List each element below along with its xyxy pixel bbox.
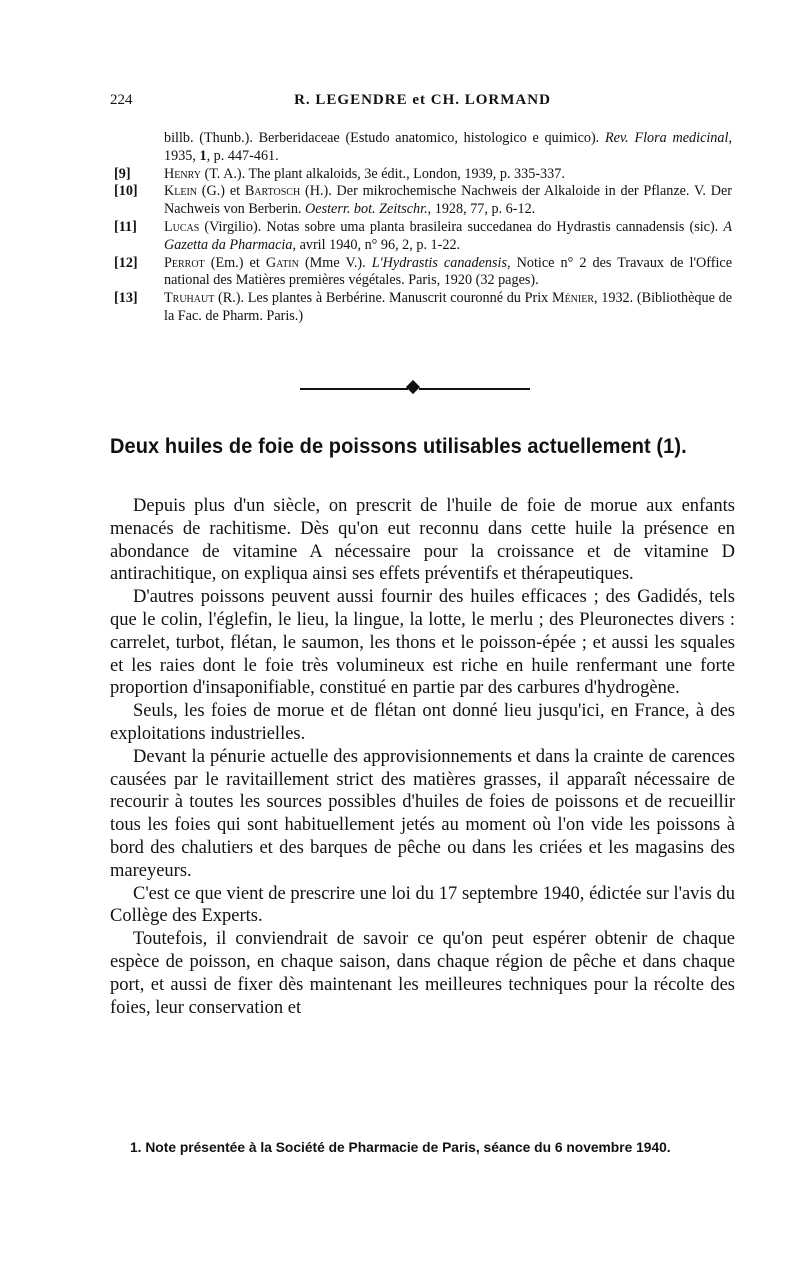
reference-author: Ménier (551, 290, 595, 307)
reference-journal: L'Hydrastis canadensis, (371, 254, 511, 271)
reference-number: [13] (114, 290, 138, 307)
reference-text: billb. (Thunb.). Berberidaceae (Estudo anatomico, histologico e quimico). (164, 130, 605, 146)
reference-list (112, 130, 732, 326)
reference-text: (H.). Der mikrochemische Nachweis der Alkaloide in der Pflanze. V. Der Nachweis von Berberin. (164, 183, 733, 218)
reference-text: , p. 447-461. (206, 147, 279, 164)
reference-item (112, 219, 732, 255)
reference-journal: Oesterr. bot. Zeitschr. (305, 201, 428, 218)
reference-number: [10] (114, 183, 138, 200)
reference-text: (R.). Les plantes à Berbérine. Manuscrit couronné du Prix (214, 290, 552, 307)
reference-text: , 1935, (164, 130, 732, 164)
section-divider-ornament (300, 381, 530, 395)
body-paragraph: Devant la pénurie actuelle des approvisionnements et dans la crainte de carences causées par le ravitaillement strict des matières grasses, il apparaît nécessaire de recourir à toutes les sources possibles d'huiles de foies de poissons et de recueillir tous les foies qui sont habituellement jetés au moment où l'on vide les poissons à bord des chalutiers et des barques de pêche ou dans les criées et les magasins des mareyeurs. (110, 746, 735, 881)
article-body (110, 495, 735, 1019)
reference-number: [9] (114, 165, 131, 182)
reference-author: Gatin (265, 254, 299, 271)
reference-text: (T. A.). The plant alkaloids, 3e édit., London, 1939, p. 335-337. (200, 165, 565, 182)
reference-journal: Rev. Flora medicinal (604, 130, 729, 146)
reference-text: , avril 1940, n° 96, 2, p. 1-22. (292, 236, 461, 253)
reference-author: Truhaut (164, 290, 215, 307)
reference-text: (Em.) et (204, 254, 266, 271)
body-paragraph: Depuis plus d'un siècle, on prescrit de l'huile de foie de morue aux enfants menacés de rachitisme. Dès qu'on eut reconnu dans cette huile la présence en abondance de vitamine A nécessaire pour la croissance et de vitamine D antirachitique, on expliqua ainsi ses effets préventifs et thérapeutiques. (110, 496, 735, 585)
reference-item (112, 290, 732, 326)
diamond-icon (406, 380, 420, 394)
body-paragraph: D'autres poissons peuvent aussi fournir des huiles efficaces ; des Gadidés, tels que le colin, l'églefin, le lieu, la lingue, la lotte, le merlu ; des Pleuronectes divers : carrelet, turbot, flétan, le saumon, les thons et le poisson-épée ; et aussi les squales et les raies dont le foie très volumineux est riche en huile renfermant une forte proportion d'insaponifiable, constitué en partie par des carbures d'hydrogène. (110, 587, 735, 699)
reference-text: (G.) et (197, 183, 245, 200)
divider-line-right (419, 388, 530, 390)
reference-item (112, 130, 732, 166)
page-header (110, 92, 735, 114)
reference-item (112, 166, 732, 184)
footnote: 1. Note présentée à la Société de Pharmacie de Paris, séance du 6 novembre 1940. (130, 1140, 671, 1155)
article-title-text: Deux huiles de foie de poissons utilisables actuellement (110, 434, 651, 458)
reference-author: Lucas (164, 218, 200, 235)
page-number: 224 (110, 92, 133, 108)
reference-journal: A Gazetta da Pharmacia (164, 218, 732, 253)
reference-text: (Virgilio). Notas sobre uma planta brasileira succedanea do Hydrastis cannadensis (sic). (199, 218, 724, 235)
body-paragraph: Seuls, les foies de morue et de flétan ont donné lieu jusqu'ici, en France, à des exploitations industrielles. (110, 701, 735, 744)
reference-author: Klein (164, 183, 198, 200)
article-title-note: (1). (656, 434, 687, 458)
reference-text: Notice n° 2 des Travaux de l'Office national des Matières premières végétales. Paris, 1920 (32 pages). (164, 254, 733, 289)
reference-text: , 1932. (Bibliothèque de la Fac. de Pharm. Paris.) (164, 290, 732, 324)
article-title (110, 434, 691, 459)
reference-author: Perrot (164, 254, 205, 271)
reference-item (112, 255, 732, 291)
reference-item (112, 183, 732, 219)
divider-line-left (300, 388, 408, 390)
reference-number: [12] (114, 254, 138, 271)
reference-volume: 1 (199, 147, 207, 164)
reference-author: Bartosch (244, 183, 301, 200)
running-head: R. LEGENDRE et CH. LORMAND (294, 92, 551, 108)
reference-text: , 1928, 77, p. 6-12. (427, 201, 536, 218)
reference-text: (Mme V.). (298, 254, 372, 271)
reference-number: [11] (114, 218, 137, 235)
body-paragraph: C'est ce que vient de prescrire une loi du 17 septembre 1940, édictée sur l'avis du Collège des Experts. (110, 883, 735, 927)
body-paragraph: Toutefois, il conviendrait de savoir ce qu'on peut espérer obtenir de chaque espèce de poisson, en chaque saison, dans chaque région de pêche et dans chaque port, et aussi de fixer dès maintenant les meilleures techniques pour la récolte des foies, leur conservation et (110, 929, 735, 1018)
reference-author: Henry (164, 165, 201, 182)
